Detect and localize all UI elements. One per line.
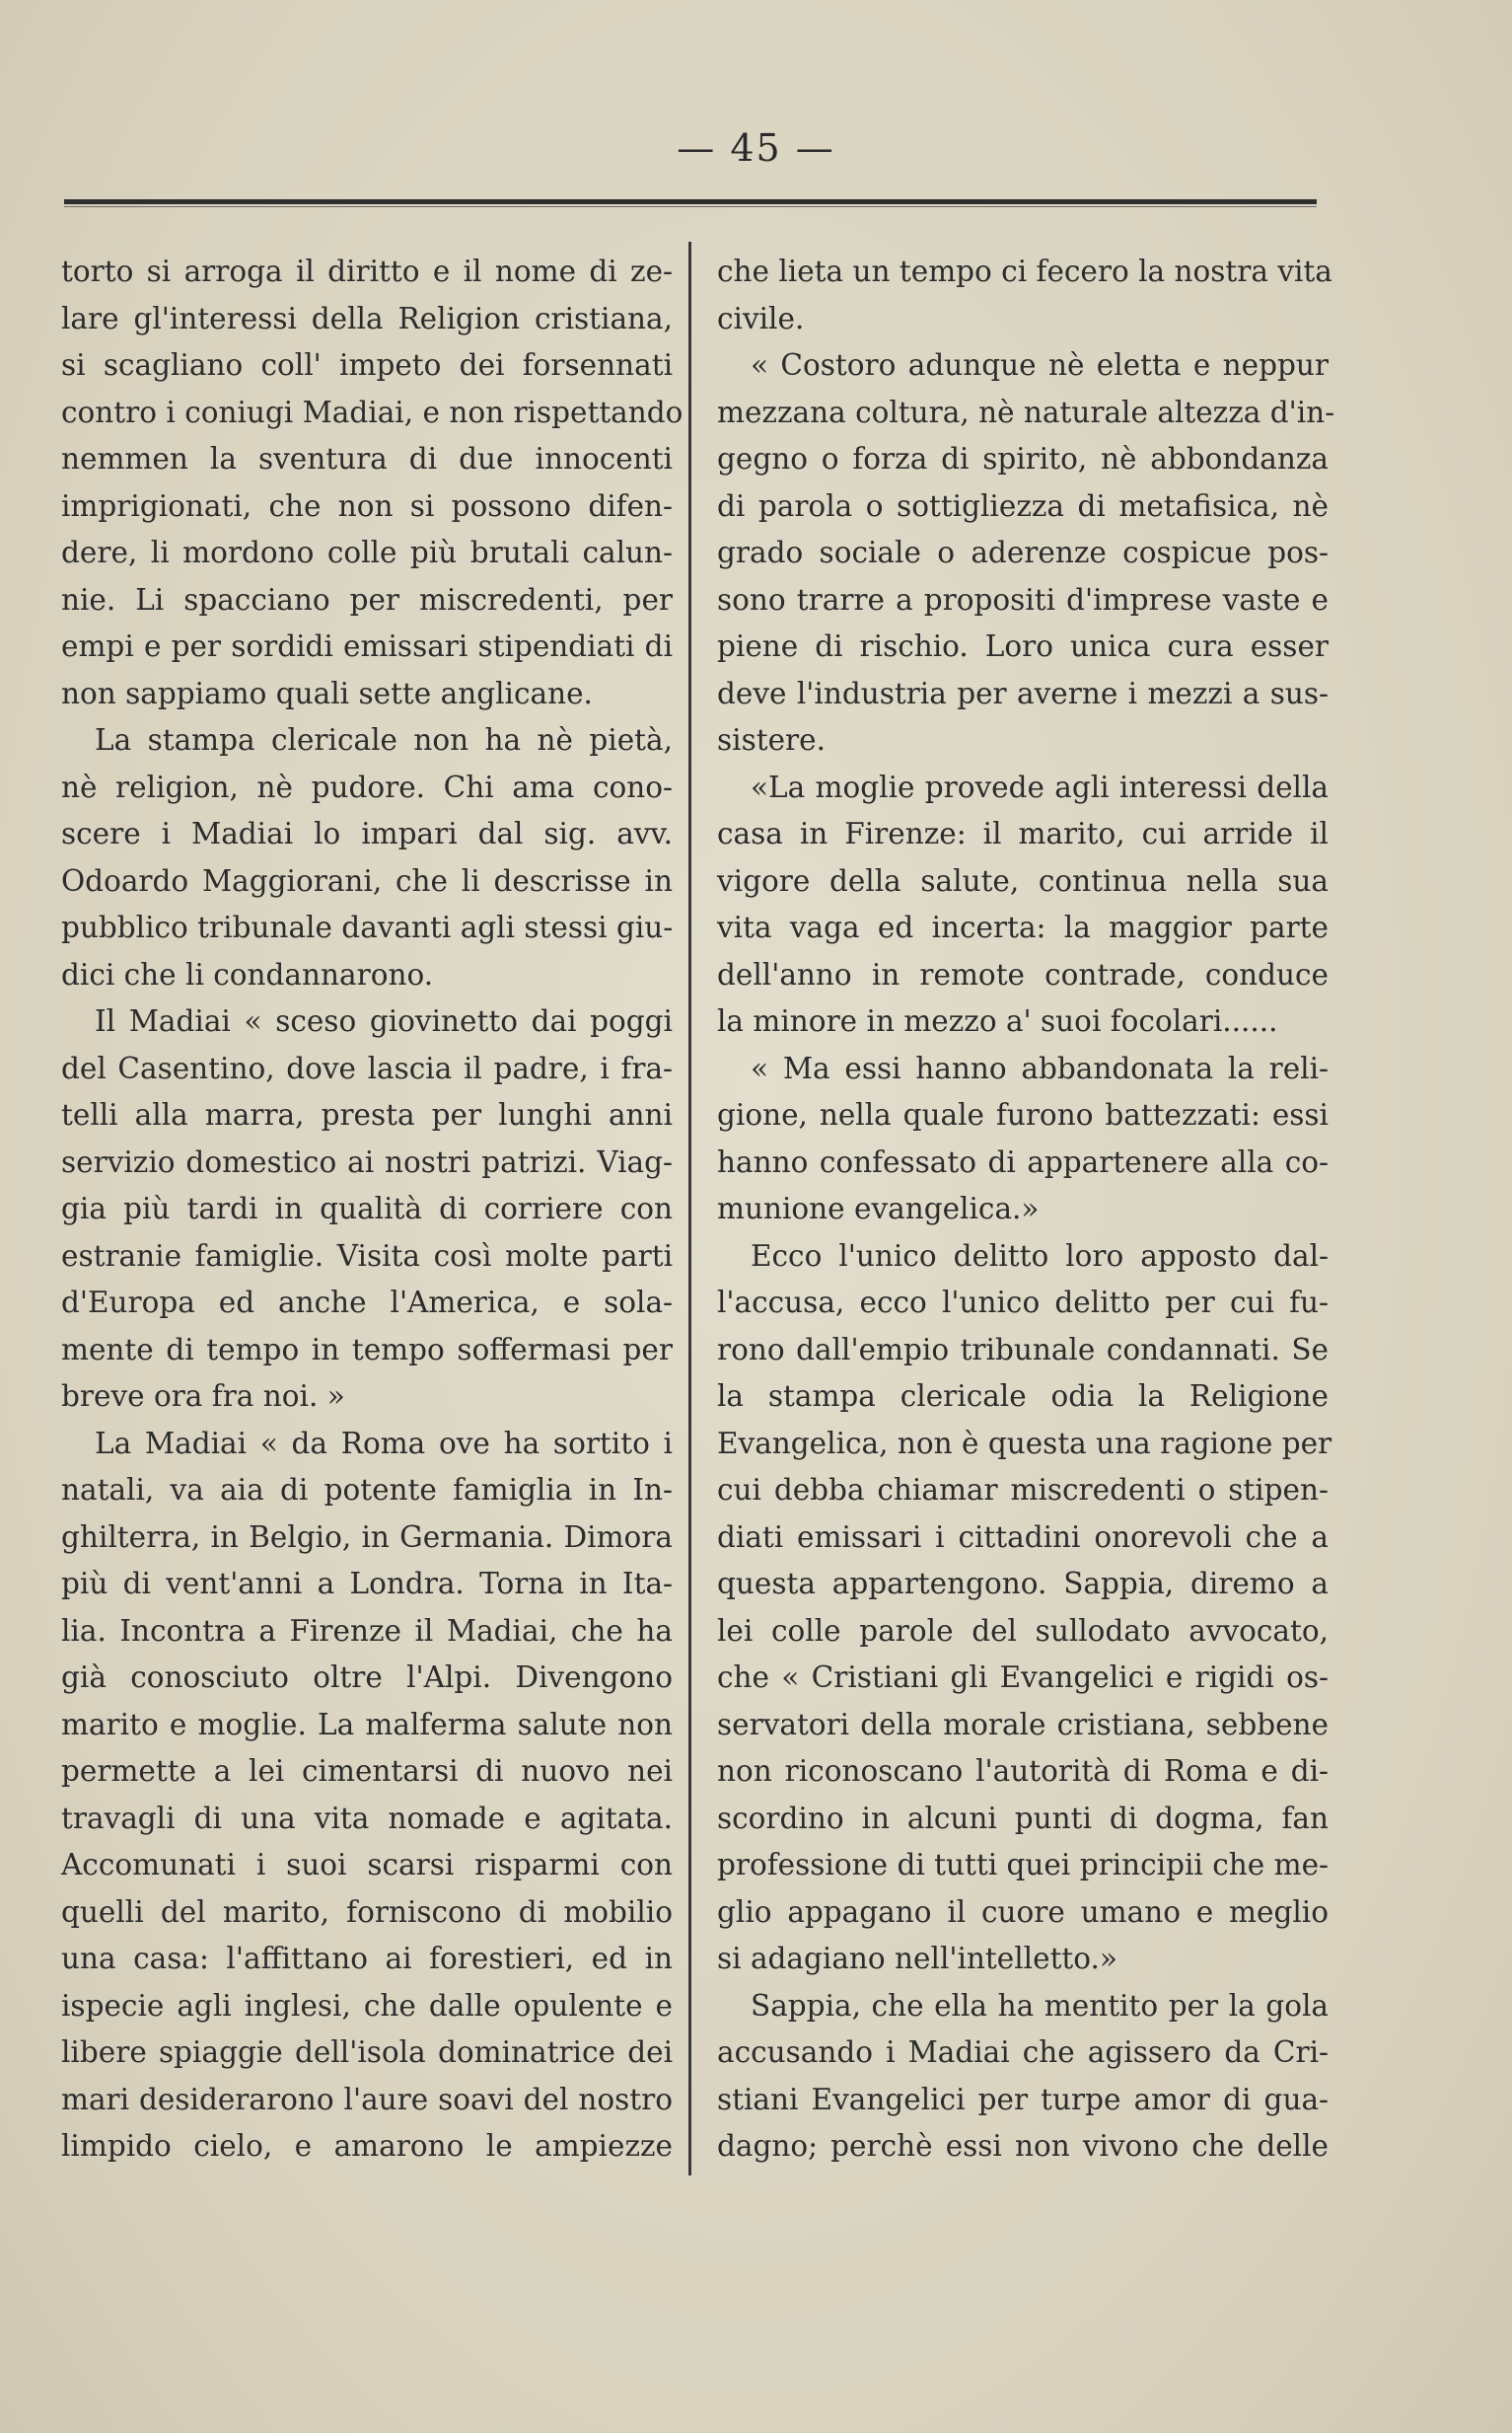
text-line: grado sociale o aderenze cospicue pos- bbox=[717, 536, 1329, 569]
text-line: nè religion, nè pudore. Chi ama cono- bbox=[61, 770, 673, 804]
text-line: cui debba chiamar miscredenti o stipen- bbox=[717, 1473, 1329, 1507]
text-line: del Casentino, dove lascia il padre, i fra- bbox=[61, 1051, 673, 1085]
text-line: servizio domestico ai nostri patrizi. Viag- bbox=[61, 1144, 673, 1179]
text-line: stiani Evangelici per turpe amor di gua- bbox=[717, 2082, 1329, 2116]
text-line: vita vaga ed incerta: la maggior parte bbox=[717, 911, 1329, 944]
text-line: scordino in alcuni punti di dogma, fan bbox=[717, 1801, 1329, 1835]
text-line: telli alla marra, presta per lunghi anni bbox=[61, 1098, 673, 1132]
text-line: quelli del marito, forniscono di mobilio bbox=[61, 1894, 673, 1929]
text-line: diati emissari i cittadini onorevoli che a bbox=[717, 1519, 1329, 1554]
text-line: libere spiaggie dell'isola dominatrice dei bbox=[61, 2035, 673, 2069]
text-line: questa appartengono. Sappia, diremo a bbox=[717, 1567, 1329, 1600]
text-line: la minore in mezzo a' suoi focolari...... bbox=[717, 1004, 1278, 1038]
text-line: d'Europa ed anche l'America, e sola- bbox=[61, 1286, 673, 1319]
text-line: servatori della morale cristiana, sebbene bbox=[717, 1707, 1329, 1741]
text-line: dell'anno in remote contrade, conduce bbox=[717, 957, 1329, 992]
text-line: Il Madiai « sceso giovinetto dai poggi bbox=[95, 1004, 673, 1038]
text-line: La stampa clericale non ha nè pietà, bbox=[95, 723, 673, 757]
text-line: che lieta un tempo ci fecero la nostra vita bbox=[717, 255, 1332, 288]
text-line: breve ora fra noi. » bbox=[61, 1379, 345, 1413]
text-line: si adagiano nell'intelletto.» bbox=[717, 1942, 1117, 1975]
text-line: vigore della salute, continua nella sua bbox=[717, 863, 1329, 898]
text-line: munione evangelica.» bbox=[717, 1192, 1040, 1225]
text-line: lia. Incontra a Firenze il Madiai, che ha bbox=[61, 1613, 673, 1648]
text-line: mari desiderarono l'aure soavi del nostro bbox=[61, 2082, 673, 2116]
text-line: nie. Li spacciano per miscredenti, per bbox=[61, 582, 673, 617]
text-line: Sappia, che ella ha mentito per la gola bbox=[751, 1988, 1329, 2023]
text-line: La Madiai « da Roma ove ha sortito i bbox=[95, 1426, 673, 1460]
text-line: lare gl'interessi della Religion cristiana, bbox=[61, 301, 673, 335]
text-line: Odoardo Maggiorani, che li descrisse in bbox=[61, 863, 673, 898]
text-line: lei colle parole del sullodato avvocato, bbox=[717, 1613, 1329, 1648]
text-line: hanno confessato di appartenere alla co- bbox=[717, 1144, 1329, 1179]
text-line: di parola o sottigliezza di metafisica, nè bbox=[717, 488, 1329, 523]
text-line: empi e per sordidi emissari stipendiati di bbox=[61, 629, 673, 663]
text-line: ispecie agli inglesi, che dalle opulente e bbox=[61, 1988, 673, 2023]
text-line: marito e moglie. La malferma salute non bbox=[61, 1707, 673, 1741]
text-line: dici che li condannarono. bbox=[61, 957, 434, 992]
text-line: scere i Madiai lo impari dal sig. avv. bbox=[61, 817, 673, 850]
text-line: «La moglie provede agli interessi della bbox=[751, 770, 1329, 804]
text-line: Accomunati i suoi scarsi risparmi con bbox=[61, 1848, 673, 1881]
text-line: rono dall'empio tribunale condannati. Se bbox=[717, 1332, 1329, 1366]
text-line: glio appagano il cuore umano e meglio bbox=[717, 1894, 1329, 1929]
text-line: sono trarre a propositi d'imprese vaste e bbox=[717, 582, 1329, 617]
text-line: gia più tardi in qualità di corriere con bbox=[61, 1192, 673, 1225]
text-line: pubblico tribunale davanti agli stessi giu- bbox=[61, 911, 674, 944]
text-line: mente di tempo in tempo soffermasi per bbox=[61, 1332, 673, 1366]
text-line: estranie famiglie. Visita così molte parti bbox=[61, 1238, 673, 1273]
left-column bbox=[61, 249, 684, 2171]
header-rule-thin bbox=[64, 206, 1317, 207]
text-line: deve l'industria per averne i mezzi a sus- bbox=[717, 676, 1329, 710]
text-line: casa in Firenze: il marito, cui arride il bbox=[717, 817, 1329, 850]
text-line: ghilterra, in Belgio, in Germania. Dimora bbox=[61, 1519, 673, 1554]
text-line: « Costoro adunque nè eletta e neppur bbox=[751, 348, 1329, 382]
text-line: civile. bbox=[717, 301, 805, 335]
text-line: dagno; perchè essi non vivono che delle bbox=[717, 2129, 1329, 2163]
text-line: non riconoscano l'autorità di Roma e di- bbox=[717, 1754, 1329, 1788]
text-line: Evangelica, non è questa una ragione per bbox=[717, 1426, 1332, 1460]
text-line: accusando i Madiai che agissero da Cri- bbox=[717, 2035, 1329, 2069]
text-line: piene di rischio. Loro unica cura esser bbox=[717, 629, 1329, 663]
text-line: permette a lei cimentarsi di nuovo nei bbox=[61, 1754, 673, 1788]
text-line: la stampa clericale odia la Religione bbox=[717, 1379, 1329, 1413]
text-line: natali, va aia di potente famiglia in In- bbox=[61, 1473, 673, 1507]
text-line: dere, li mordono colle più brutali calun- bbox=[61, 536, 673, 569]
text-line: non sappiamo quali sette anglicane. bbox=[61, 676, 593, 710]
text-line: già conosciuto oltre l'Alpi. Divengono bbox=[61, 1660, 673, 1694]
page-number: — 45 — bbox=[677, 126, 835, 170]
header-rule bbox=[64, 199, 1317, 204]
right-column bbox=[717, 249, 1335, 2171]
text-line: una casa: l'affittano ai forestieri, ed in bbox=[61, 1942, 673, 1975]
text-line: che « Cristiani gli Evangelici e rigidi os- bbox=[717, 1660, 1329, 1694]
text-line: mezzana coltura, nè naturale altezza d'in- bbox=[717, 395, 1335, 429]
text-line: travagli di una vita nomade e agitata. bbox=[61, 1801, 673, 1835]
text-line: gegno o forza di spirito, nè abbondanza bbox=[717, 442, 1329, 476]
text-line: torto si arroga il diritto e il nome di ze- bbox=[61, 255, 673, 288]
text-line: contro i coniugi Madiai, e non rispettando bbox=[61, 395, 684, 429]
text-line: imprigionati, che non si possono difen- bbox=[61, 488, 673, 523]
text-line: nemmen la sventura di due innocenti bbox=[61, 442, 673, 476]
text-line: si scagliano coll' impeto dei forsennati bbox=[61, 348, 673, 382]
text-line: limpido cielo, e amarono le ampiezze bbox=[61, 2129, 673, 2163]
column-divider bbox=[688, 242, 691, 2175]
text-line: gione, nella quale furono battezzati: essi bbox=[717, 1098, 1329, 1132]
text-line: « Ma essi hanno abbandonata la reli- bbox=[751, 1051, 1329, 1085]
text-line: più di vent'anni a Londra. Torna in Ita- bbox=[61, 1567, 673, 1600]
text-line: professione di tutti quei principii che me- bbox=[717, 1848, 1329, 1881]
text-line: Ecco l'unico delitto loro apposto dal- bbox=[751, 1238, 1329, 1273]
text-line: sistere. bbox=[717, 723, 826, 757]
text-line: l'accusa, ecco l'unico delitto per cui fu- bbox=[717, 1286, 1329, 1319]
